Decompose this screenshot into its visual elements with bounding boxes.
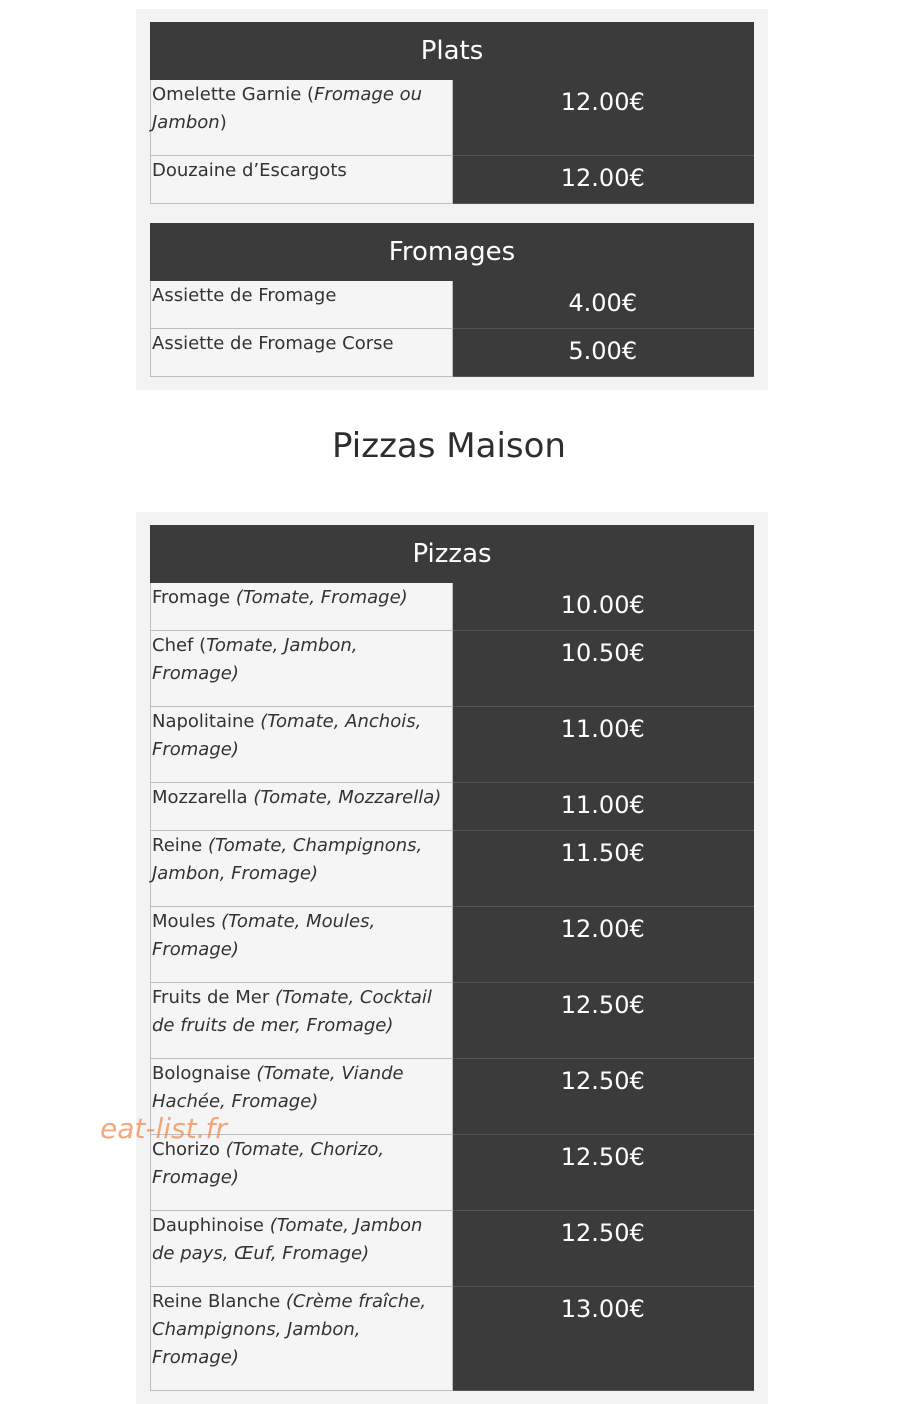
menu-item-name <box>151 583 453 631</box>
item-suffix: ) <box>219 112 227 133</box>
menu-item-name <box>151 907 453 983</box>
pizzas-title: Pizzas <box>151 526 754 583</box>
item-name: Fromage <box>152 587 236 608</box>
menu-row <box>151 983 754 1059</box>
item-description: (Tomate, Viande Hachée, Fromage) <box>152 1063 404 1112</box>
fromages-card <box>136 210 768 390</box>
item-name: Reine Blanche <box>152 1291 286 1312</box>
menu-item-price: 10.00€ <box>452 583 754 631</box>
menu-row <box>151 1135 754 1211</box>
menu-row <box>151 631 754 707</box>
item-description: (Tomate, Mozzarella) <box>253 787 442 808</box>
menu-row <box>151 783 754 831</box>
item-description: Tomate, Jambon, Fromage) <box>152 635 358 684</box>
item-description: (Tomate, Cocktail de fruits de mer, Fromage) <box>152 987 432 1036</box>
plats-card <box>136 9 768 217</box>
menu-item-price: 13.00€ <box>452 1287 754 1391</box>
menu-row <box>151 1287 754 1391</box>
plats-table <box>150 22 754 204</box>
menu-item-name <box>151 1059 453 1135</box>
pizzas-table <box>150 525 754 1391</box>
menu-item-price: 5.00€ <box>452 329 754 377</box>
menu-row <box>151 1059 754 1135</box>
menu-row <box>151 156 754 204</box>
fromages-table <box>150 223 754 377</box>
pizzas-card <box>136 512 768 1404</box>
menu-item-price: 12.50€ <box>452 1059 754 1135</box>
menu-item-price: 12.00€ <box>452 156 754 204</box>
menu-item-name <box>151 156 453 204</box>
item-name: Fruits de Mer <box>152 987 275 1008</box>
menu-item-name <box>151 631 453 707</box>
menu-item-price: 12.50€ <box>452 1211 754 1287</box>
item-description: (Tomate, Chorizo, Fromage) <box>152 1139 385 1188</box>
menu-row <box>151 831 754 907</box>
menu-item-price: 10.50€ <box>452 631 754 707</box>
menu-row <box>151 583 754 631</box>
menu-row <box>151 80 754 156</box>
item-description: (Tomate, Champignons, Jambon, Fromage) <box>152 835 423 884</box>
item-description: (Tomate, Jambon de pays, Œuf, Fromage) <box>152 1215 423 1264</box>
item-name: Moules <box>152 911 222 932</box>
menu-item-name <box>151 831 453 907</box>
menu-row <box>151 907 754 983</box>
item-name: Dauphinoise <box>152 1215 270 1236</box>
menu-item-name <box>151 1287 453 1391</box>
item-description: (Tomate, Moules, Fromage) <box>152 911 376 960</box>
item-description: Fromage ou Jambon <box>152 84 423 133</box>
item-name: Omelette Garnie ( <box>152 84 315 105</box>
item-name: Mozzarella <box>152 787 254 808</box>
item-name: Bolognaise <box>152 1063 257 1084</box>
item-description: (Crème fraîche, Champignons, Jambon, Fromage) <box>152 1291 427 1368</box>
item-name: Assiette de Fromage Corse <box>152 333 394 354</box>
pizzas-maison-heading: Pizzas Maison <box>332 426 566 466</box>
item-name: Reine <box>152 835 208 856</box>
menu-item-price: 4.00€ <box>452 281 754 329</box>
menu-item-price: 12.50€ <box>452 983 754 1059</box>
menu-row <box>151 1211 754 1287</box>
menu-row <box>151 329 754 377</box>
menu-item-name <box>151 707 453 783</box>
menu-item-name <box>151 1135 453 1211</box>
item-name: Chorizo <box>152 1139 226 1160</box>
menu-item-name <box>151 983 453 1059</box>
fromages-title: Fromages <box>151 224 754 281</box>
item-description: (Tomate, Fromage) <box>235 587 408 608</box>
plats-title: Plats <box>151 23 754 80</box>
item-description: (Tomate, Anchois, Fromage) <box>152 711 422 760</box>
menu-row <box>151 281 754 329</box>
menu-item-name <box>151 1211 453 1287</box>
item-name: Douzaine d’Escargots <box>152 160 347 181</box>
menu-item-name <box>151 80 453 156</box>
menu-item-name <box>151 281 453 329</box>
menu-item-price: 12.50€ <box>452 1135 754 1211</box>
menu-item-name <box>151 329 453 377</box>
item-name: Chef ( <box>152 635 207 656</box>
menu-item-price: 12.00€ <box>452 80 754 156</box>
menu-item-price: 11.50€ <box>452 831 754 907</box>
menu-item-price: 12.00€ <box>452 907 754 983</box>
item-name: Assiette de Fromage <box>152 285 337 306</box>
menu-item-name <box>151 783 453 831</box>
menu-item-price: 11.00€ <box>452 783 754 831</box>
menu-row <box>151 707 754 783</box>
watermark: eat-list.fr <box>100 1112 227 1145</box>
menu-item-price: 11.00€ <box>452 707 754 783</box>
item-name: Napolitaine <box>152 711 261 732</box>
